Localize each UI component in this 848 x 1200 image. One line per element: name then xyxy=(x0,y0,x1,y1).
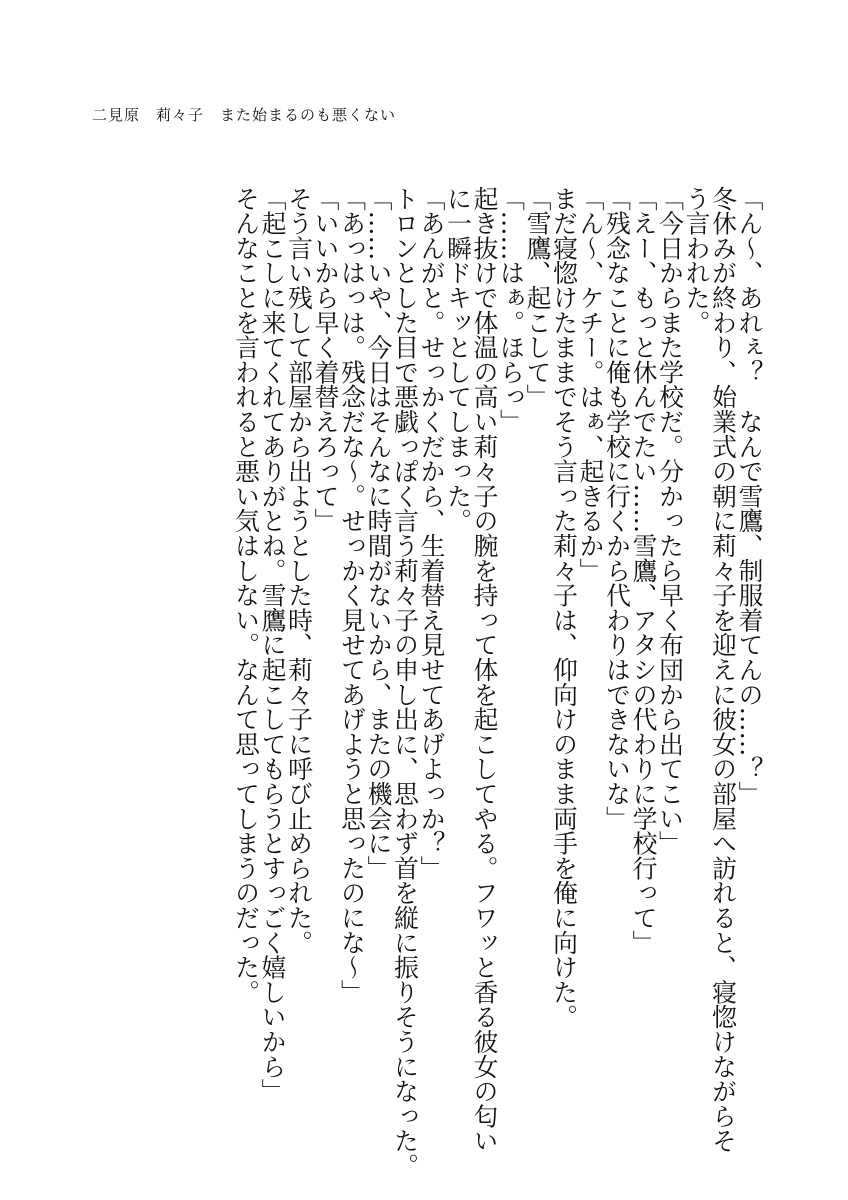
text-line: 「今日からまた学校だ。分かったら早く布団から出てこい」 xyxy=(655,186,685,856)
text-line: 「ん〜、あれぇ？ なんで雪鷹、制服着てんの……？」 xyxy=(735,186,764,806)
text-line: 「……いや、今日はそんなに時間がないから、またの機会に」 xyxy=(364,186,393,881)
vertical-text-body xyxy=(231,186,764,1178)
text-line: う言われた。 xyxy=(682,186,711,335)
text-line: 「残念なことに俺も学校に行くから代わりはできないな」 xyxy=(602,186,632,831)
text-line: そんなことを言われると悪い気はしない。なんて思ってしまうのだった。 xyxy=(231,186,261,1005)
text-line: そう言い残して部屋から出ようとした時、莉々子に呼び止められた。 xyxy=(284,186,314,955)
text-line: 「えー、もっと休んでたい……雪鷹、アタシの代わりに学校行って」 xyxy=(629,186,658,955)
text-line: 起き抜けで体温の高い莉々子の腕を持って体を起こしてやる。フワッと香る彼女の匂い xyxy=(470,186,499,1154)
chapter-header: 二見原 莉々子 また始まるのも悪くない xyxy=(92,106,397,124)
text-line: に一瞬ドキッとしてしまった。 xyxy=(443,186,473,534)
text-line: 「雪鷹、起こして」 xyxy=(523,186,552,410)
text-line: 「あんがと。せっかくだから、生着替え見せてあげよっか？」 xyxy=(417,186,446,881)
text-line: 「起こしに来てくれてありがとね。雪鷹に起こしてもらうとすっごく嬉しいから」 xyxy=(258,186,287,1104)
text-line: 冬休みが終わり、始業式の朝に莉々子を迎えに彼女の部屋へ訪れると、寝惚けながらそ xyxy=(708,186,738,1154)
text-line: 「いいから早く着替えろって」 xyxy=(311,186,340,534)
text-line: 「ん〜、ケチー。はぁ、起きるか」 xyxy=(576,186,605,583)
text-line: トロンとした目で悪戯っぽく言う莉々子の申し出に、思わず首を縦に振りそうになった。 xyxy=(390,186,420,1178)
text-line: 「あっはっは。残念だな〜。せっかく見せてあげようと思ったのにな〜」 xyxy=(337,186,367,1005)
text-line: 「……はぁ。ほらっ」 xyxy=(496,186,526,434)
text-line: まだ寝惚けたままでそう言った莉々子は、仰向けのまま両手を俺に向けた。 xyxy=(549,186,579,1030)
